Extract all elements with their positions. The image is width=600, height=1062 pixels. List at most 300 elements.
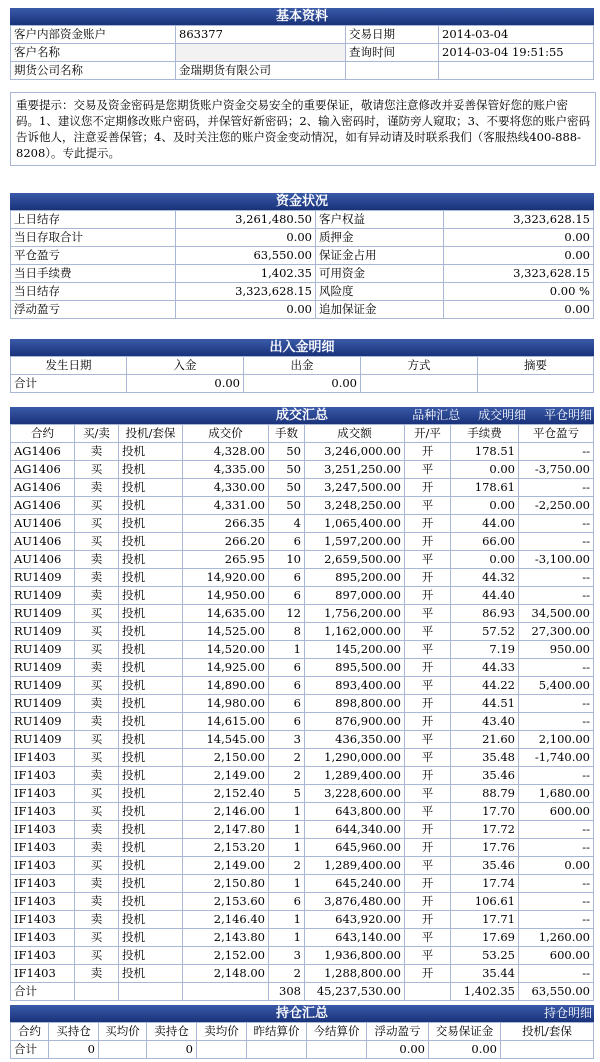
- trades-col-hedge: 投机/套保: [119, 425, 183, 443]
- trade-contract: IF1403: [11, 875, 75, 893]
- table-row: [11, 785, 594, 803]
- trade-open-close: 开: [405, 767, 451, 785]
- trade-side: 卖: [75, 695, 119, 713]
- table-row: [11, 515, 594, 533]
- table-row: [11, 947, 594, 965]
- trade-open-close: 开: [405, 479, 451, 497]
- trade-lots: 2: [269, 767, 305, 785]
- funds-label: 当日手续费: [11, 265, 176, 283]
- trades-total-row: [11, 983, 594, 1001]
- trade-price: 2,149.00: [183, 767, 269, 785]
- trade-side: 买: [75, 749, 119, 767]
- table-row: [11, 623, 594, 641]
- trades-total-open-close: [405, 983, 451, 1001]
- trade-price: 266.20: [183, 533, 269, 551]
- trade-open-close: 平: [405, 461, 451, 479]
- inout-col-date: 发生日期: [11, 357, 127, 375]
- trade-side: 卖: [75, 965, 119, 983]
- trade-lots: 50: [269, 443, 305, 461]
- funds-row: [11, 229, 594, 247]
- trade-lots: 6: [269, 713, 305, 731]
- trade-open-close: 开: [405, 533, 451, 551]
- trade-contract: AG1406: [11, 497, 75, 515]
- trade-hedge: 投机: [119, 515, 183, 533]
- table-row: [11, 713, 594, 731]
- trade-price: 2,153.20: [183, 839, 269, 857]
- trade-contract: RU1409: [11, 623, 75, 641]
- table-row: [11, 677, 594, 695]
- positions-col-float-pnl: 浮动盈亏: [367, 1023, 429, 1041]
- trade-amount: 897,000.00: [305, 587, 405, 605]
- table-row: [11, 875, 594, 893]
- inout-col-method: 方式: [361, 357, 478, 375]
- trade-fee: 17.70: [451, 803, 519, 821]
- funds-value: 0.00: [444, 247, 594, 265]
- link-trade-detail[interactable]: 成交明细: [478, 408, 527, 422]
- trade-amount: 644,340.00: [305, 821, 405, 839]
- trade-close-pnl: --: [519, 515, 594, 533]
- trade-amount: 1,289,400.00: [305, 767, 405, 785]
- inout-col-in: 入金: [127, 357, 244, 375]
- trade-price: 14,925.00: [183, 659, 269, 677]
- trade-lots: 50: [269, 461, 305, 479]
- trade-side: 卖: [75, 911, 119, 929]
- trade-contract: RU1409: [11, 677, 75, 695]
- trade-hedge: 投机: [119, 551, 183, 569]
- trade-open-close: 开: [405, 515, 451, 533]
- trade-fee: 178.61: [451, 479, 519, 497]
- funds-label: 上日结存: [11, 211, 176, 229]
- trade-side: 卖: [75, 587, 119, 605]
- security-notice: 重要提示：交易及资金密码是您期货账户资金交易安全的重要保证，敬请您注意修改并妥善保管好您的账户密码。1、建议您不定期修改账户密码，并保管好新密码；2、输入密码时，谨防旁人窥取；3、不要将您的账户密码告诉他人，注意妥善保管；4、及时关注您的账户资金变动情况，如有异动请及时联系我们（客服热线400-888-8208）。专此提示。: [10, 92, 596, 166]
- trades-col-fee: 手续费: [451, 425, 519, 443]
- trade-hedge: 投机: [119, 641, 183, 659]
- trade-fee: 44.51: [451, 695, 519, 713]
- trade-fee: 44.40: [451, 587, 519, 605]
- funds-value: 3,323,628.15: [176, 283, 316, 301]
- table-row: [11, 731, 594, 749]
- trade-close-pnl: 27,300.00: [519, 623, 594, 641]
- trade-amount: 898,800.00: [305, 695, 405, 713]
- funds-label: 风险度: [316, 283, 444, 301]
- trade-contract: IF1403: [11, 893, 75, 911]
- trade-hedge: 投机: [119, 911, 183, 929]
- funds-label: 追加保证金: [316, 301, 444, 319]
- trade-contract: IF1403: [11, 965, 75, 983]
- trade-hedge: 投机: [119, 605, 183, 623]
- trade-lots: 1: [269, 803, 305, 821]
- table-row: [11, 551, 594, 569]
- trade-side: 买: [75, 731, 119, 749]
- trade-lots: 50: [269, 497, 305, 515]
- table-row: [11, 641, 594, 659]
- table-row: [11, 587, 594, 605]
- trade-contract: AG1406: [11, 443, 75, 461]
- trade-hedge: 投机: [119, 857, 183, 875]
- trade-open-close: 平: [405, 497, 451, 515]
- inout-col-summary: 摘要: [478, 357, 594, 375]
- positions-total-label: 合计: [11, 1041, 49, 1059]
- table-row: [11, 461, 594, 479]
- trades-col-side: 买/卖: [75, 425, 119, 443]
- trade-price: 14,950.00: [183, 587, 269, 605]
- trade-lots: 3: [269, 731, 305, 749]
- trade-date-label: 交易日期: [346, 26, 439, 44]
- trade-contract: IF1403: [11, 911, 75, 929]
- trade-price: 4,335.00: [183, 461, 269, 479]
- trade-amount: 895,500.00: [305, 659, 405, 677]
- trade-price: 14,615.00: [183, 713, 269, 731]
- funds-value: 63,550.00: [176, 247, 316, 265]
- trade-price: 2,149.00: [183, 857, 269, 875]
- trade-side: 卖: [75, 479, 119, 497]
- trade-price: 2,152.40: [183, 785, 269, 803]
- trade-side: 卖: [75, 767, 119, 785]
- trade-amount: 3,248,250.00: [305, 497, 405, 515]
- query-time-value: 2014-03-04 19:51:55: [439, 44, 594, 62]
- table-row: [11, 479, 594, 497]
- trade-open-close: 平: [405, 677, 451, 695]
- name-label: 客户名称: [11, 44, 176, 62]
- trade-side: 卖: [75, 875, 119, 893]
- trade-fee: 35.48: [451, 749, 519, 767]
- trade-contract: IF1403: [11, 749, 75, 767]
- positions-col-buy-pos: 买持仓: [49, 1023, 99, 1041]
- trade-fee: 0.00: [451, 461, 519, 479]
- table-row: [11, 695, 594, 713]
- trade-price: 2,152.00: [183, 947, 269, 965]
- funds-value: 0.00: [176, 229, 316, 247]
- trade-lots: 10: [269, 551, 305, 569]
- trade-amount: 876,900.00: [305, 713, 405, 731]
- link-position-detail[interactable]: 持仓明细: [543, 1006, 592, 1020]
- funds-section: [10, 193, 594, 319]
- trade-open-close: 平: [405, 929, 451, 947]
- trade-open-close: 开: [405, 695, 451, 713]
- trade-fee: 106.61: [451, 893, 519, 911]
- trade-fee: 66.00: [451, 533, 519, 551]
- trade-contract: RU1409: [11, 569, 75, 587]
- positions-total-sell: 0: [147, 1041, 197, 1059]
- trade-fee: 0.00: [451, 551, 519, 569]
- trade-side: 卖: [75, 839, 119, 857]
- inout-col-out: 出金: [244, 357, 361, 375]
- account-value: 863377: [176, 26, 346, 44]
- trade-contract: RU1409: [11, 605, 75, 623]
- trade-open-close: 开: [405, 965, 451, 983]
- trade-hedge: 投机: [119, 443, 183, 461]
- inout-header: 出入金明细: [10, 339, 594, 356]
- company-label: 期货公司名称: [11, 62, 176, 80]
- table-row: [11, 839, 594, 857]
- trade-side: 买: [75, 605, 119, 623]
- table-row: [11, 893, 594, 911]
- trade-price: 14,520.00: [183, 641, 269, 659]
- trades-total-close-pnl: 63,550.00: [519, 983, 594, 1001]
- table-row: [11, 821, 594, 839]
- trade-hedge: 投机: [119, 677, 183, 695]
- funds-row: [11, 301, 594, 319]
- trade-fee: 17.74: [451, 875, 519, 893]
- trade-lots: 1: [269, 875, 305, 893]
- trades-table: [10, 424, 594, 1001]
- trade-side: 卖: [75, 893, 119, 911]
- trade-side: 买: [75, 515, 119, 533]
- trade-close-pnl: --: [519, 965, 594, 983]
- trade-open-close: 开: [405, 443, 451, 461]
- trades-col-close-pnl: 平仓盈亏: [519, 425, 594, 443]
- trade-close-pnl: --: [519, 587, 594, 605]
- table-row: [11, 443, 594, 461]
- trade-side: 买: [75, 677, 119, 695]
- basic-info-table: [10, 25, 594, 80]
- trade-fee: 17.69: [451, 929, 519, 947]
- trade-price: 2,153.60: [183, 893, 269, 911]
- trade-hedge: 投机: [119, 749, 183, 767]
- trade-hedge: 投机: [119, 587, 183, 605]
- trade-contract: RU1409: [11, 695, 75, 713]
- trade-price: 4,330.00: [183, 479, 269, 497]
- trade-open-close: 平: [405, 785, 451, 803]
- trade-open-close: 开: [405, 587, 451, 605]
- trade-amount: 643,140.00: [305, 929, 405, 947]
- trade-price: 14,635.00: [183, 605, 269, 623]
- funds-value: 0.00: [444, 229, 594, 247]
- link-close-detail[interactable]: 平仓明细: [543, 408, 592, 422]
- trade-price: 2,150.80: [183, 875, 269, 893]
- trade-fee: 35.46: [451, 857, 519, 875]
- funds-row: [11, 265, 594, 283]
- positions-col-sell-pos: 卖持仓: [147, 1023, 197, 1041]
- trade-side: 买: [75, 947, 119, 965]
- trade-open-close: 平: [405, 641, 451, 659]
- table-row: [11, 965, 594, 983]
- trade-fee: 43.40: [451, 713, 519, 731]
- positions-table: [10, 1022, 594, 1059]
- trade-contract: AU1406: [11, 533, 75, 551]
- trade-side: 卖: [75, 821, 119, 839]
- trade-side: 买: [75, 857, 119, 875]
- trade-hedge: 投机: [119, 821, 183, 839]
- trade-fee: 44.33: [451, 659, 519, 677]
- inout-table: [10, 356, 594, 393]
- trade-close-pnl: -3,750.00: [519, 461, 594, 479]
- trade-lots: 1: [269, 911, 305, 929]
- trade-contract: AU1406: [11, 515, 75, 533]
- trade-hedge: 投机: [119, 965, 183, 983]
- inout-total-out: 0.00: [244, 375, 361, 393]
- positions-total-margin: 0.00: [429, 1041, 501, 1059]
- trade-open-close: 平: [405, 857, 451, 875]
- trade-price: 14,980.00: [183, 695, 269, 713]
- trade-lots: 5: [269, 785, 305, 803]
- trade-contract: AG1406: [11, 479, 75, 497]
- trade-close-pnl: 1,680.00: [519, 785, 594, 803]
- trade-open-close: 平: [405, 749, 451, 767]
- funds-label: 当日结存: [11, 283, 176, 301]
- trade-price: 2,146.40: [183, 911, 269, 929]
- funds-value: 3,323,628.15: [444, 265, 594, 283]
- trade-amount: 1,936,800.00: [305, 947, 405, 965]
- funds-header: 资金状况: [10, 193, 594, 210]
- table-row: [11, 767, 594, 785]
- trade-open-close: 开: [405, 911, 451, 929]
- trades-total-side: [75, 983, 119, 1001]
- trade-contract: AU1406: [11, 551, 75, 569]
- trade-open-close: 平: [405, 947, 451, 965]
- trade-amount: 436,350.00: [305, 731, 405, 749]
- funds-label: 平仓盈亏: [11, 247, 176, 265]
- funds-value: 0.00: [444, 301, 594, 319]
- trade-lots: 1: [269, 839, 305, 857]
- positions-header: [10, 1005, 594, 1022]
- funds-row: [11, 247, 594, 265]
- trade-amount: 1,756,200.00: [305, 605, 405, 623]
- trade-close-pnl: 34,500.00: [519, 605, 594, 623]
- trade-fee: 53.25: [451, 947, 519, 965]
- trade-close-pnl: 600.00: [519, 803, 594, 821]
- trade-fee: 88.79: [451, 785, 519, 803]
- funds-value: 0.00: [176, 301, 316, 319]
- trade-contract: IF1403: [11, 821, 75, 839]
- trade-hedge: 投机: [119, 947, 183, 965]
- funds-label: 可用资金: [316, 265, 444, 283]
- table-row: [11, 659, 594, 677]
- trades-title: 成交汇总: [275, 408, 328, 423]
- trade-contract: IF1403: [11, 803, 75, 821]
- trade-close-pnl: --: [519, 569, 594, 587]
- trade-side: 买: [75, 461, 119, 479]
- trade-close-pnl: --: [519, 839, 594, 857]
- trade-close-pnl: -1,740.00: [519, 749, 594, 767]
- trade-lots: 6: [269, 677, 305, 695]
- trade-hedge: 投机: [119, 767, 183, 785]
- trade-contract: RU1409: [11, 587, 75, 605]
- trade-contract: IF1403: [11, 929, 75, 947]
- trade-hedge: 投机: [119, 785, 183, 803]
- link-product-summary[interactable]: 品种汇总: [412, 408, 461, 422]
- trade-lots: 2: [269, 857, 305, 875]
- trade-close-pnl: 600.00: [519, 947, 594, 965]
- trade-hedge: 投机: [119, 875, 183, 893]
- positions-col-hedge: 投机/套保: [501, 1023, 594, 1041]
- trade-amount: 1,162,000.00: [305, 623, 405, 641]
- trade-open-close: 平: [405, 803, 451, 821]
- basic-info-header: 基本资料: [10, 8, 594, 25]
- trades-total-price: [183, 983, 269, 1001]
- trades-col-open-close: 开/平: [405, 425, 451, 443]
- trade-fee: 178.51: [451, 443, 519, 461]
- trade-amount: 2,659,500.00: [305, 551, 405, 569]
- trade-close-pnl: --: [519, 893, 594, 911]
- trade-lots: 1: [269, 641, 305, 659]
- trades-total-contract: 合计: [11, 983, 75, 1001]
- trade-side: 买: [75, 641, 119, 659]
- trade-side: 卖: [75, 443, 119, 461]
- trade-hedge: 投机: [119, 731, 183, 749]
- trade-close-pnl: --: [519, 767, 594, 785]
- trade-lots: 3: [269, 947, 305, 965]
- table-row: [11, 569, 594, 587]
- trade-lots: 2: [269, 965, 305, 983]
- trade-close-pnl: -3,100.00: [519, 551, 594, 569]
- funds-value: 1,402.35: [176, 265, 316, 283]
- trade-price: 14,545.00: [183, 731, 269, 749]
- positions-col-buy-avg: 买均价: [99, 1023, 147, 1041]
- trade-price: 2,146.00: [183, 803, 269, 821]
- funds-value: 3,323,628.15: [444, 211, 594, 229]
- trades-header: [10, 407, 594, 424]
- funds-label: 保证金占用: [316, 247, 444, 265]
- trade-contract: RU1409: [11, 713, 75, 731]
- funds-row: [11, 283, 594, 301]
- trade-contract: RU1409: [11, 731, 75, 749]
- trade-close-pnl: -2,250.00: [519, 497, 594, 515]
- trade-side: 卖: [75, 569, 119, 587]
- trade-hedge: 投机: [119, 803, 183, 821]
- trade-amount: 1,065,400.00: [305, 515, 405, 533]
- table-row: [11, 533, 594, 551]
- positions-section: [10, 1005, 594, 1059]
- trade-price: 4,331.00: [183, 497, 269, 515]
- trade-contract: RU1409: [11, 641, 75, 659]
- trade-close-pnl: --: [519, 875, 594, 893]
- trade-fee: 17.76: [451, 839, 519, 857]
- trade-side: 买: [75, 785, 119, 803]
- name-value: [176, 44, 346, 62]
- table-row: [11, 749, 594, 767]
- trade-fee: 21.60: [451, 731, 519, 749]
- trade-side: 买: [75, 929, 119, 947]
- trade-open-close: 平: [405, 623, 451, 641]
- trade-lots: 50: [269, 479, 305, 497]
- trade-hedge: 投机: [119, 893, 183, 911]
- trade-contract: RU1409: [11, 659, 75, 677]
- trade-fee: 57.52: [451, 623, 519, 641]
- trade-lots: 6: [269, 587, 305, 605]
- trade-amount: 1,289,400.00: [305, 857, 405, 875]
- trade-open-close: 平: [405, 605, 451, 623]
- table-row: [11, 605, 594, 623]
- trade-lots: 6: [269, 893, 305, 911]
- trades-col-contract: 合约: [11, 425, 75, 443]
- positions-col-prev-settle: 昨结算价: [247, 1023, 307, 1041]
- trade-close-pnl: --: [519, 659, 594, 677]
- trade-hedge: 投机: [119, 623, 183, 641]
- trade-lots: 6: [269, 533, 305, 551]
- trade-open-close: 平: [405, 551, 451, 569]
- trade-close-pnl: --: [519, 911, 594, 929]
- trade-amount: 643,800.00: [305, 803, 405, 821]
- table-row: [11, 803, 594, 821]
- inout-section: [10, 339, 594, 393]
- trade-lots: 6: [269, 695, 305, 713]
- trades-total-lots: 308: [269, 983, 305, 1001]
- inout-total-in: 0.00: [127, 375, 244, 393]
- trade-lots: 1: [269, 929, 305, 947]
- positions-col-sell-avg: 卖均价: [197, 1023, 247, 1041]
- trade-close-pnl: 950.00: [519, 641, 594, 659]
- trade-fee: 44.22: [451, 677, 519, 695]
- trade-price: 2,147.80: [183, 821, 269, 839]
- trade-side: 买: [75, 803, 119, 821]
- basic-info-section: [10, 8, 594, 80]
- trade-amount: 645,240.00: [305, 875, 405, 893]
- trade-close-pnl: --: [519, 713, 594, 731]
- table-row: [11, 911, 594, 929]
- trade-price: 4,328.00: [183, 443, 269, 461]
- trade-fee: 35.44: [451, 965, 519, 983]
